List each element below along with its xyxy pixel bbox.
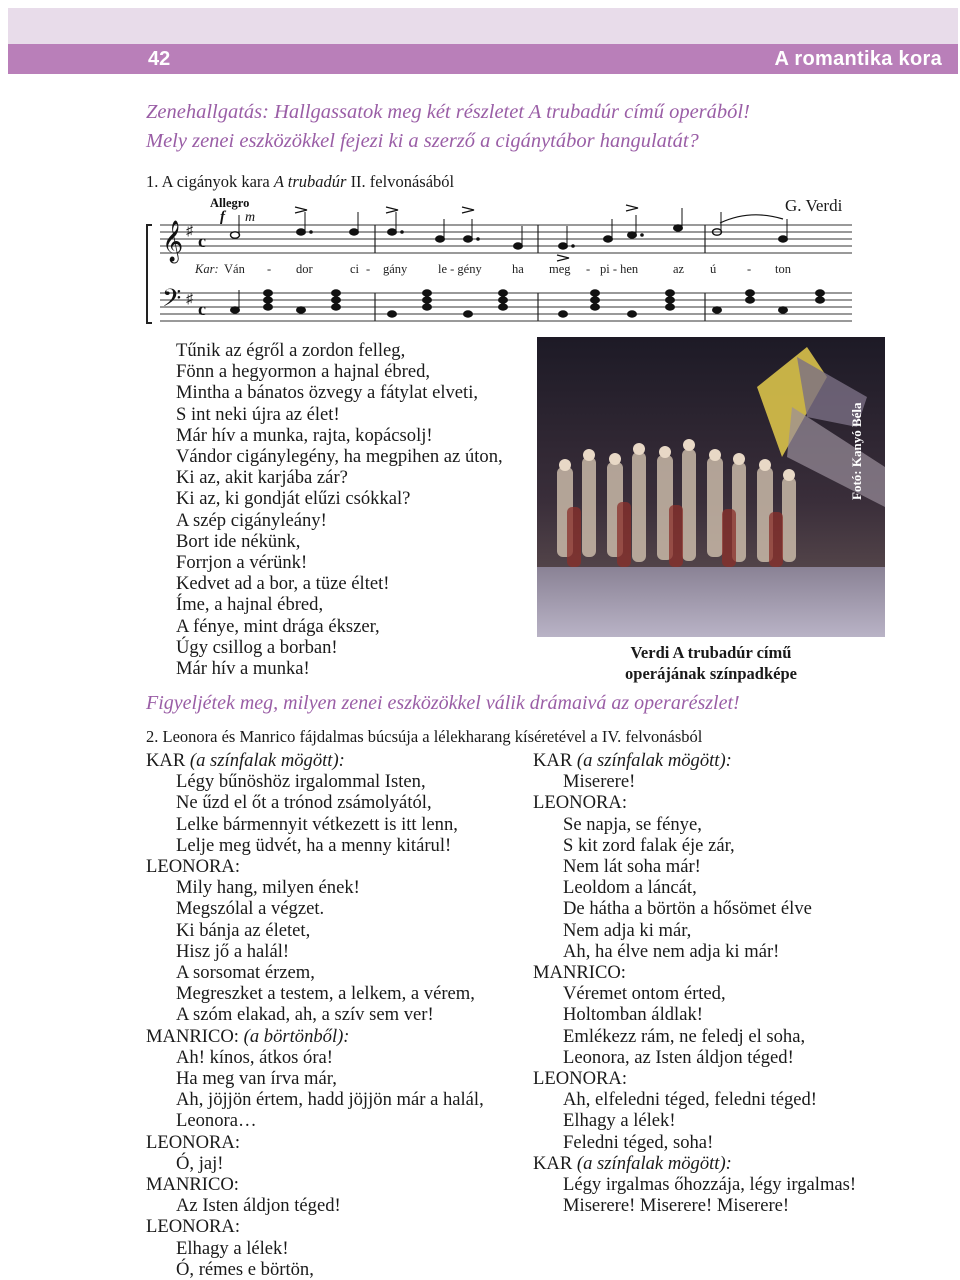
excerpt1-prefix: 1. A cigányok kara <box>146 172 274 191</box>
slur <box>720 215 783 223</box>
lyric-line: Már hív a munka, rajta, kopácsolj! <box>176 424 433 446</box>
lyric-line: A szép cigányleány! <box>176 509 327 531</box>
top-band <box>8 8 958 44</box>
speaker-label <box>146 856 484 877</box>
libretto-line: Lelje meg üdvét, ha a menny kitárul! <box>176 834 452 856</box>
speaker-name: KAR <box>146 750 186 771</box>
libretto-line: S kit zord falak éje zár, <box>563 834 735 856</box>
libretto-line: Elhagy a lélek! <box>176 1237 289 1259</box>
dynamic-marking: f <box>220 209 225 225</box>
page-number: 42 <box>148 48 171 70</box>
lyric-syllable: - <box>747 262 752 276</box>
bass-clef: 𝄢 <box>162 284 182 319</box>
excerpt1-heading <box>146 172 454 192</box>
listening-task-line1: Zenehallgatás: Hallgassatok meg két részletet A trubadúr című operából! <box>146 101 750 123</box>
treble-time: c <box>198 231 206 251</box>
listening-task-line2: Mely zenei eszközökkel fejezi ki a szerző a cigánytábor hangulatát? <box>146 130 699 152</box>
libretto-line: Nem lát soha már! <box>563 856 701 878</box>
libretto-line: Hisz jő a halál! <box>176 940 290 962</box>
lyric-syllable: meg <box>549 262 571 276</box>
libretto-line: Ah, elfeledni téged, feledni téged! <box>563 1089 818 1111</box>
speaker-name: MANRICO: <box>146 1174 239 1196</box>
libretto-line: Ki bánja az életet, <box>176 919 311 941</box>
speaker-name: LEONORA: <box>533 1068 627 1090</box>
speaker-label <box>146 1216 484 1237</box>
speaker-name: LEONORA: <box>146 1216 240 1238</box>
libretto-line: Megszólal a végzet. <box>176 898 325 920</box>
libretto-line: Légy bűnöshöz irgalommal Isten, <box>176 771 426 793</box>
speaker-name: LEONORA: <box>146 1131 240 1153</box>
libretto-line: Miserere! Miserere! Miserere! <box>563 1195 790 1217</box>
dynamic-marking-2: m <box>245 210 256 225</box>
libretto-line: Holtomban áldlak! <box>563 1004 703 1026</box>
lyric-line: A fénye, mint drága ékszer, <box>176 615 380 637</box>
speaker-name: KAR <box>533 1152 573 1174</box>
speaker-label <box>533 1153 856 1174</box>
lyric-syllable: ú <box>710 262 717 276</box>
photo-caption <box>600 642 822 684</box>
bass-time: c <box>198 299 206 319</box>
libretto-line: Emlékezz rám, ne feledj el soha, <box>563 1025 806 1047</box>
system-brace <box>147 225 152 323</box>
stage-photo-illustration <box>537 337 885 637</box>
lyric-syllable: ha <box>512 262 524 276</box>
lyric-line: Vándor cigánylegény, ha megpihen az úton, <box>176 446 503 468</box>
speaker-label <box>533 962 856 983</box>
speaker-label <box>146 750 484 771</box>
treble-clef: 𝄞 <box>162 221 184 262</box>
lyric-syllable: Ván <box>224 262 245 276</box>
libretto-line: Leonora… <box>176 1110 257 1132</box>
libretto-line: Légy irgalmas őhozzája, légy irgalmas! <box>563 1174 857 1196</box>
libretto-line: Ah, jöjjön értem, hadd jöjjön már a halál, <box>176 1089 484 1111</box>
melody-notes <box>231 208 788 249</box>
libretto-line: Ne űzd el őt a trónod zsámolyától, <box>176 792 432 814</box>
lyric-syllable: - <box>267 262 272 276</box>
treble-sharp: ♯ <box>186 224 193 239</box>
speaker-label <box>146 1174 484 1195</box>
lyric-syllable: le - gény <box>438 262 482 276</box>
speaker-name: LEONORA: <box>146 856 240 878</box>
chorus-lyrics <box>176 340 503 679</box>
lyric-line: Forrjon a vérünk! <box>176 552 308 574</box>
composer-name: G. Verdi <box>785 196 843 215</box>
libretto-line: Elhagy a lélek! <box>563 1110 676 1132</box>
excerpt1-suffix: II. felvonásából <box>346 172 455 191</box>
bass-notes <box>231 290 825 317</box>
stage-direction: (a színfalak mögött): <box>572 1152 732 1174</box>
listening-task <box>146 98 750 156</box>
lyric-syllable: ci <box>350 262 360 276</box>
lyric-syllable: az <box>673 262 685 276</box>
lyric-syllable: ton <box>775 262 791 276</box>
lyric-line: Fönn a hegyormon a hajnal ébred, <box>176 361 431 383</box>
libretto-line: Ah, ha élve nem adja ki már! <box>563 940 780 962</box>
libretto-line: Ah! kínos, átkos óra! <box>176 1046 333 1068</box>
libretto-line: Ha meg van írva már, <box>176 1068 337 1090</box>
speaker-label <box>533 792 856 813</box>
libretto-column-right <box>533 750 856 1216</box>
speaker-label <box>533 750 856 771</box>
lyric-syllable: pi - hen <box>600 262 639 276</box>
chapter-title: A romantika kora <box>774 48 942 70</box>
libretto-column-left <box>146 750 484 1280</box>
stage-direction: (a színfalak mögött): <box>185 750 345 771</box>
libretto-line: Mily hang, milyen ének! <box>176 877 360 899</box>
tempo-marking: Allegro <box>210 196 250 210</box>
excerpt2-heading: 2. Leonora és Manrico fájdalmas búcsúja a lélekharang kíséretével a IV. felvonásból <box>146 727 703 746</box>
libretto-line: A szóm elakad, ah, a szív sem ver! <box>176 1004 434 1026</box>
speaker-name: MANRICO: <box>533 962 626 984</box>
libretto-line: Megreszket a testem, a lelkem, a vérem, <box>176 983 475 1005</box>
lyric-syllable: - <box>586 262 591 276</box>
libretto-line: Az Isten áldjon téged! <box>176 1195 341 1217</box>
lyric-syllable: gány <box>383 262 408 276</box>
stage-direction: (a börtönből): <box>238 1025 350 1047</box>
music-score <box>140 195 860 330</box>
choir-label: Kar: <box>195 262 219 276</box>
photo-caption-line1: Verdi A trubadúr című <box>630 643 792 662</box>
libretto-line: Se napja, se fénye, <box>563 813 702 835</box>
lyric-line: Tűnik az égről a zordon felleg, <box>176 340 406 361</box>
analysis-task: Figyeljétek meg, milyen zenei eszközökkel válik drámaivá az operarészlet! <box>146 692 740 714</box>
lyric-line: Ki az, ki gondját elűzi csókkal? <box>176 488 411 510</box>
speaker-name: MANRICO: <box>146 1025 239 1047</box>
libretto-line: De hátha a börtön a hősömet élve <box>563 898 812 920</box>
excerpt1-work: A trubadúr <box>273 172 347 191</box>
lyric-line: Már hív a munka! <box>176 658 310 680</box>
lyric-line: S int neki újra az élet! <box>176 403 340 425</box>
photo-caption-line2: operájának színpadképe <box>625 664 797 683</box>
lyric-line: Íme, a hajnal ébred, <box>176 594 324 616</box>
lyric-syllable: dor <box>296 262 313 276</box>
lyric-line: Mintha a bánatos özvegy a fátylat elveti, <box>176 382 479 404</box>
libretto-line: A sorsomat érzem, <box>176 962 315 984</box>
libretto-line: Leonora, az Isten áldjon téged! <box>563 1046 794 1068</box>
speaker-label <box>533 1068 856 1089</box>
page-header <box>8 44 958 74</box>
lyric-line: Bort ide nékünk, <box>176 530 301 552</box>
libretto-line: Feledni téged, soha! <box>563 1131 714 1153</box>
libretto-line: Ó, rémes e börtön, <box>176 1258 314 1280</box>
libretto-line: Miserere! <box>563 771 636 793</box>
libretto-line: Leoldom a láncát, <box>563 877 697 899</box>
libretto-line: Ó, jaj! <box>176 1152 224 1174</box>
libretto-line: Nem adja ki már, <box>563 919 692 941</box>
lyric-line: Kedvet ad a bor, a tüze éltet! <box>176 573 390 595</box>
lyric-syllable: - <box>366 262 371 276</box>
lyric-line: Úgy csillog a borban! <box>176 636 338 658</box>
bass-sharp: ♯ <box>186 292 193 307</box>
speaker-name: KAR <box>533 750 573 771</box>
lyric-line: Ki az, akit karjába zár? <box>176 467 348 489</box>
stage-direction: (a színfalak mögött): <box>572 750 732 771</box>
stage-photo <box>537 337 885 637</box>
libretto-line: Lelke bármennyit vétkezett is itt lenn, <box>176 813 458 835</box>
speaker-name: LEONORA: <box>533 792 627 814</box>
speaker-label <box>146 1132 484 1153</box>
treble-staff <box>160 225 852 253</box>
score-lyrics <box>194 262 792 276</box>
libretto-line: Véremet ontom érted, <box>563 983 726 1005</box>
photo-credit: Fotó: Kanyó Béla <box>849 402 864 500</box>
speaker-label <box>146 1026 484 1047</box>
